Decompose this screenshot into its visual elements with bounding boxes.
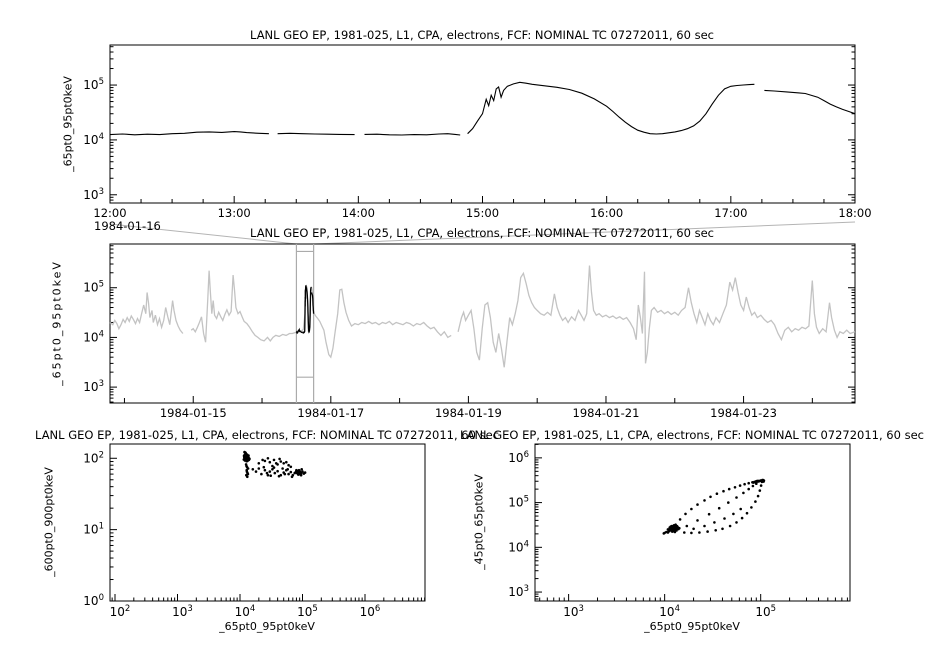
scatter-point bbox=[244, 451, 247, 454]
x-tick-label: 1984-01-17 bbox=[297, 406, 365, 420]
scatter-point bbox=[280, 460, 283, 463]
scatter-point bbox=[755, 482, 758, 485]
panel1-date-label: 1984-01-16 bbox=[94, 219, 161, 233]
scatter-point bbox=[299, 473, 302, 476]
y-tick-label: $10^3$ bbox=[83, 379, 104, 395]
x-tick-label: $10^4$ bbox=[234, 604, 256, 619]
scatter-point bbox=[734, 486, 737, 489]
scatter-point bbox=[718, 507, 721, 510]
scatter-point bbox=[750, 506, 753, 509]
scatter-point bbox=[276, 470, 279, 473]
panel3-plot-area[interactable] bbox=[110, 444, 425, 601]
scatter-point bbox=[258, 462, 261, 465]
scatter-point bbox=[752, 485, 755, 488]
scatter-point bbox=[245, 465, 248, 468]
scatter-point bbox=[287, 473, 290, 476]
scatter-point bbox=[297, 469, 300, 472]
scatter-point bbox=[247, 473, 250, 476]
scatter-point bbox=[703, 499, 706, 502]
x-tick-label: $10^4$ bbox=[659, 604, 681, 619]
x-tick-label: 18:00 bbox=[838, 206, 872, 220]
x-tick-label: 17:00 bbox=[714, 206, 748, 220]
scatter-point bbox=[679, 518, 682, 521]
x-tick-label: 14:00 bbox=[341, 206, 375, 220]
x-tick-label: 1984-01-23 bbox=[710, 406, 777, 420]
x-tick-label: $10^3$ bbox=[172, 604, 193, 619]
scatter-point bbox=[264, 460, 267, 463]
scatter-point bbox=[285, 461, 288, 464]
x-tick-label: 15:00 bbox=[465, 206, 500, 220]
scatter-point bbox=[698, 531, 701, 534]
scatter-point bbox=[678, 527, 681, 530]
scatter-point bbox=[754, 500, 757, 503]
scatter-point bbox=[713, 521, 716, 524]
scatter-point bbox=[735, 521, 738, 524]
scatter-point bbox=[739, 508, 742, 511]
scatter-point bbox=[743, 483, 746, 486]
panel4-title: LANL GEO EP, 1981-025, L1, CPA, electrons, FCF: NOMINAL TC 07272011, 60 sec bbox=[460, 428, 924, 442]
panel2-context-line bbox=[110, 266, 855, 368]
scatter-point bbox=[263, 466, 266, 469]
scatter-point bbox=[252, 468, 255, 471]
scatter-point bbox=[284, 473, 287, 476]
scatter-point bbox=[727, 501, 730, 504]
x-tick-label: 13:00 bbox=[217, 206, 251, 220]
scatter-point bbox=[729, 525, 732, 528]
scatter-point bbox=[667, 531, 670, 534]
panel3-scatter-points bbox=[243, 451, 307, 478]
scatter-point bbox=[721, 528, 724, 531]
y-tick-label: $10^3$ bbox=[508, 584, 529, 600]
scatter-point bbox=[735, 496, 738, 499]
scatter-point bbox=[269, 470, 272, 473]
scatter-point bbox=[703, 525, 706, 528]
scatter-point bbox=[746, 512, 749, 515]
y-tick-label: $10^6$ bbox=[508, 449, 529, 465]
y-tick-label: $10^0$ bbox=[83, 593, 104, 608]
scatter-point bbox=[258, 467, 261, 470]
panel4-scatter bbox=[508, 444, 850, 619]
scatter-point bbox=[747, 482, 750, 485]
scatter-point bbox=[757, 495, 760, 498]
panel3-x-axis-label: _65pt0_95pt0keV bbox=[219, 620, 315, 633]
scatter-point bbox=[742, 492, 745, 495]
x-tick-label: $10^5$ bbox=[755, 604, 777, 619]
panel4-y-axis-label: _45pt0_65pt0keV bbox=[472, 474, 486, 570]
scatter-point bbox=[274, 472, 277, 475]
scatter-point bbox=[245, 459, 248, 462]
y-tick-label: $10^5$ bbox=[508, 494, 529, 510]
panel1-plot-area[interactable] bbox=[110, 45, 855, 203]
scatter-point bbox=[684, 513, 687, 516]
scatter-point bbox=[281, 467, 284, 470]
x-tick-label: 1984-01-15 bbox=[159, 406, 227, 420]
x-tick-label: 1984-01-19 bbox=[434, 406, 502, 420]
y-tick-label: $10^1$ bbox=[83, 521, 104, 537]
x-tick-label: $10^5$ bbox=[297, 604, 318, 619]
panel4-plot-area[interactable] bbox=[535, 444, 850, 601]
scatter-point bbox=[246, 476, 249, 479]
scatter-point bbox=[663, 532, 666, 535]
scatter-point bbox=[267, 457, 270, 460]
panel2-highlight-line bbox=[296, 285, 313, 333]
panel3-title: LANL GEO EP, 1981-025, L1, CPA, electrons, FCF: NOMINAL TC 07272011, 60 sec bbox=[35, 428, 499, 442]
y-tick-label: $10^2$ bbox=[83, 450, 104, 466]
scatter-point bbox=[278, 475, 281, 478]
panel2-y-axis-label: _65pt0_95pt0keV bbox=[50, 260, 64, 386]
panel2-title: LANL GEO EP, 1981-025, L1, CPA, electrons, FCF: NOMINAL TC 07272011, 60 sec bbox=[250, 226, 714, 240]
y-tick-label: $10^4$ bbox=[83, 131, 104, 147]
scatter-point bbox=[696, 503, 699, 506]
panel1-title: LANL GEO EP, 1981-025, L1, CPA, electrons, FCF: NOMINAL TC 07272011, 60 sec bbox=[250, 28, 714, 42]
scatter-point bbox=[728, 488, 731, 491]
scatter-point bbox=[264, 469, 267, 472]
x-tick-label: $10^2$ bbox=[109, 604, 131, 619]
y-tick-label: $10^4$ bbox=[508, 539, 529, 555]
scatter-point bbox=[282, 462, 285, 465]
y-tick-label: $10^4$ bbox=[83, 329, 104, 345]
scatter-point bbox=[269, 474, 272, 477]
scatter-point bbox=[246, 470, 249, 473]
scatter-point bbox=[723, 517, 726, 520]
scatter-point bbox=[290, 466, 293, 469]
panel4-x-axis-label: _65pt0_95pt0keV bbox=[644, 620, 740, 633]
scatter-point bbox=[690, 532, 693, 535]
scatter-point bbox=[287, 464, 290, 467]
y-tick-label: $10^5$ bbox=[83, 279, 104, 295]
scatter-point bbox=[760, 484, 763, 487]
scatter-point bbox=[709, 496, 712, 499]
panel2-context-overview bbox=[83, 244, 855, 420]
scatter-point bbox=[275, 462, 278, 465]
y-tick-label: $10^3$ bbox=[83, 186, 104, 202]
scatter-point bbox=[761, 481, 764, 484]
scatter-point bbox=[759, 489, 762, 492]
y-tick-label: $10^5$ bbox=[83, 77, 104, 93]
scatter-point bbox=[686, 525, 689, 528]
scatter-point bbox=[255, 470, 258, 473]
scatter-point bbox=[683, 531, 686, 534]
scatter-point bbox=[672, 530, 675, 533]
scatter-point bbox=[291, 476, 294, 479]
scatter-point bbox=[696, 519, 699, 522]
scatter-point bbox=[300, 468, 303, 471]
scatter-point bbox=[247, 454, 250, 457]
x-tick-label: $10^6$ bbox=[359, 604, 381, 619]
scatter-point bbox=[732, 513, 735, 516]
scatter-point bbox=[273, 459, 276, 462]
x-tick-label: 16:00 bbox=[590, 206, 624, 220]
x-tick-label: 12:00 bbox=[93, 206, 127, 220]
scatter-point bbox=[716, 492, 719, 495]
x-tick-label: 1984-01-21 bbox=[572, 406, 640, 420]
scatter-point bbox=[271, 465, 274, 468]
scatter-point bbox=[269, 461, 272, 464]
scatter-point bbox=[260, 473, 263, 476]
panel4-scatter-points bbox=[663, 479, 766, 535]
scatter-point bbox=[690, 508, 693, 511]
scatter-point bbox=[266, 472, 269, 475]
scatter-point bbox=[714, 529, 717, 532]
panel3-scatter bbox=[83, 444, 425, 619]
scatter-point bbox=[261, 459, 264, 462]
panel1-time-series bbox=[83, 45, 871, 220]
scatter-point bbox=[752, 481, 755, 484]
scatter-point bbox=[692, 528, 695, 531]
scatter-point bbox=[286, 468, 289, 471]
scatter-point bbox=[295, 469, 298, 472]
scatter-point bbox=[674, 523, 677, 526]
panel1-series-line bbox=[110, 82, 855, 135]
scatter-point bbox=[278, 458, 281, 461]
scatter-point bbox=[747, 488, 750, 491]
scatter-point bbox=[673, 526, 676, 529]
scatter-point bbox=[290, 471, 293, 474]
scatter-point bbox=[706, 530, 709, 533]
scatter-point bbox=[304, 471, 307, 474]
scatter-point bbox=[741, 517, 744, 520]
scatter-point bbox=[722, 490, 725, 493]
panel3-y-axis-label: _600pt0_900pt0keV bbox=[42, 467, 56, 577]
x-tick-label: $10^3$ bbox=[563, 604, 584, 619]
scatter-point bbox=[739, 484, 742, 487]
scatter-point bbox=[247, 467, 250, 470]
panel1-y-axis-label: _65pt0_95pt0keV bbox=[61, 76, 75, 172]
scatter-point bbox=[708, 513, 711, 516]
scatter-point bbox=[669, 526, 672, 529]
scatter-point bbox=[244, 454, 247, 457]
